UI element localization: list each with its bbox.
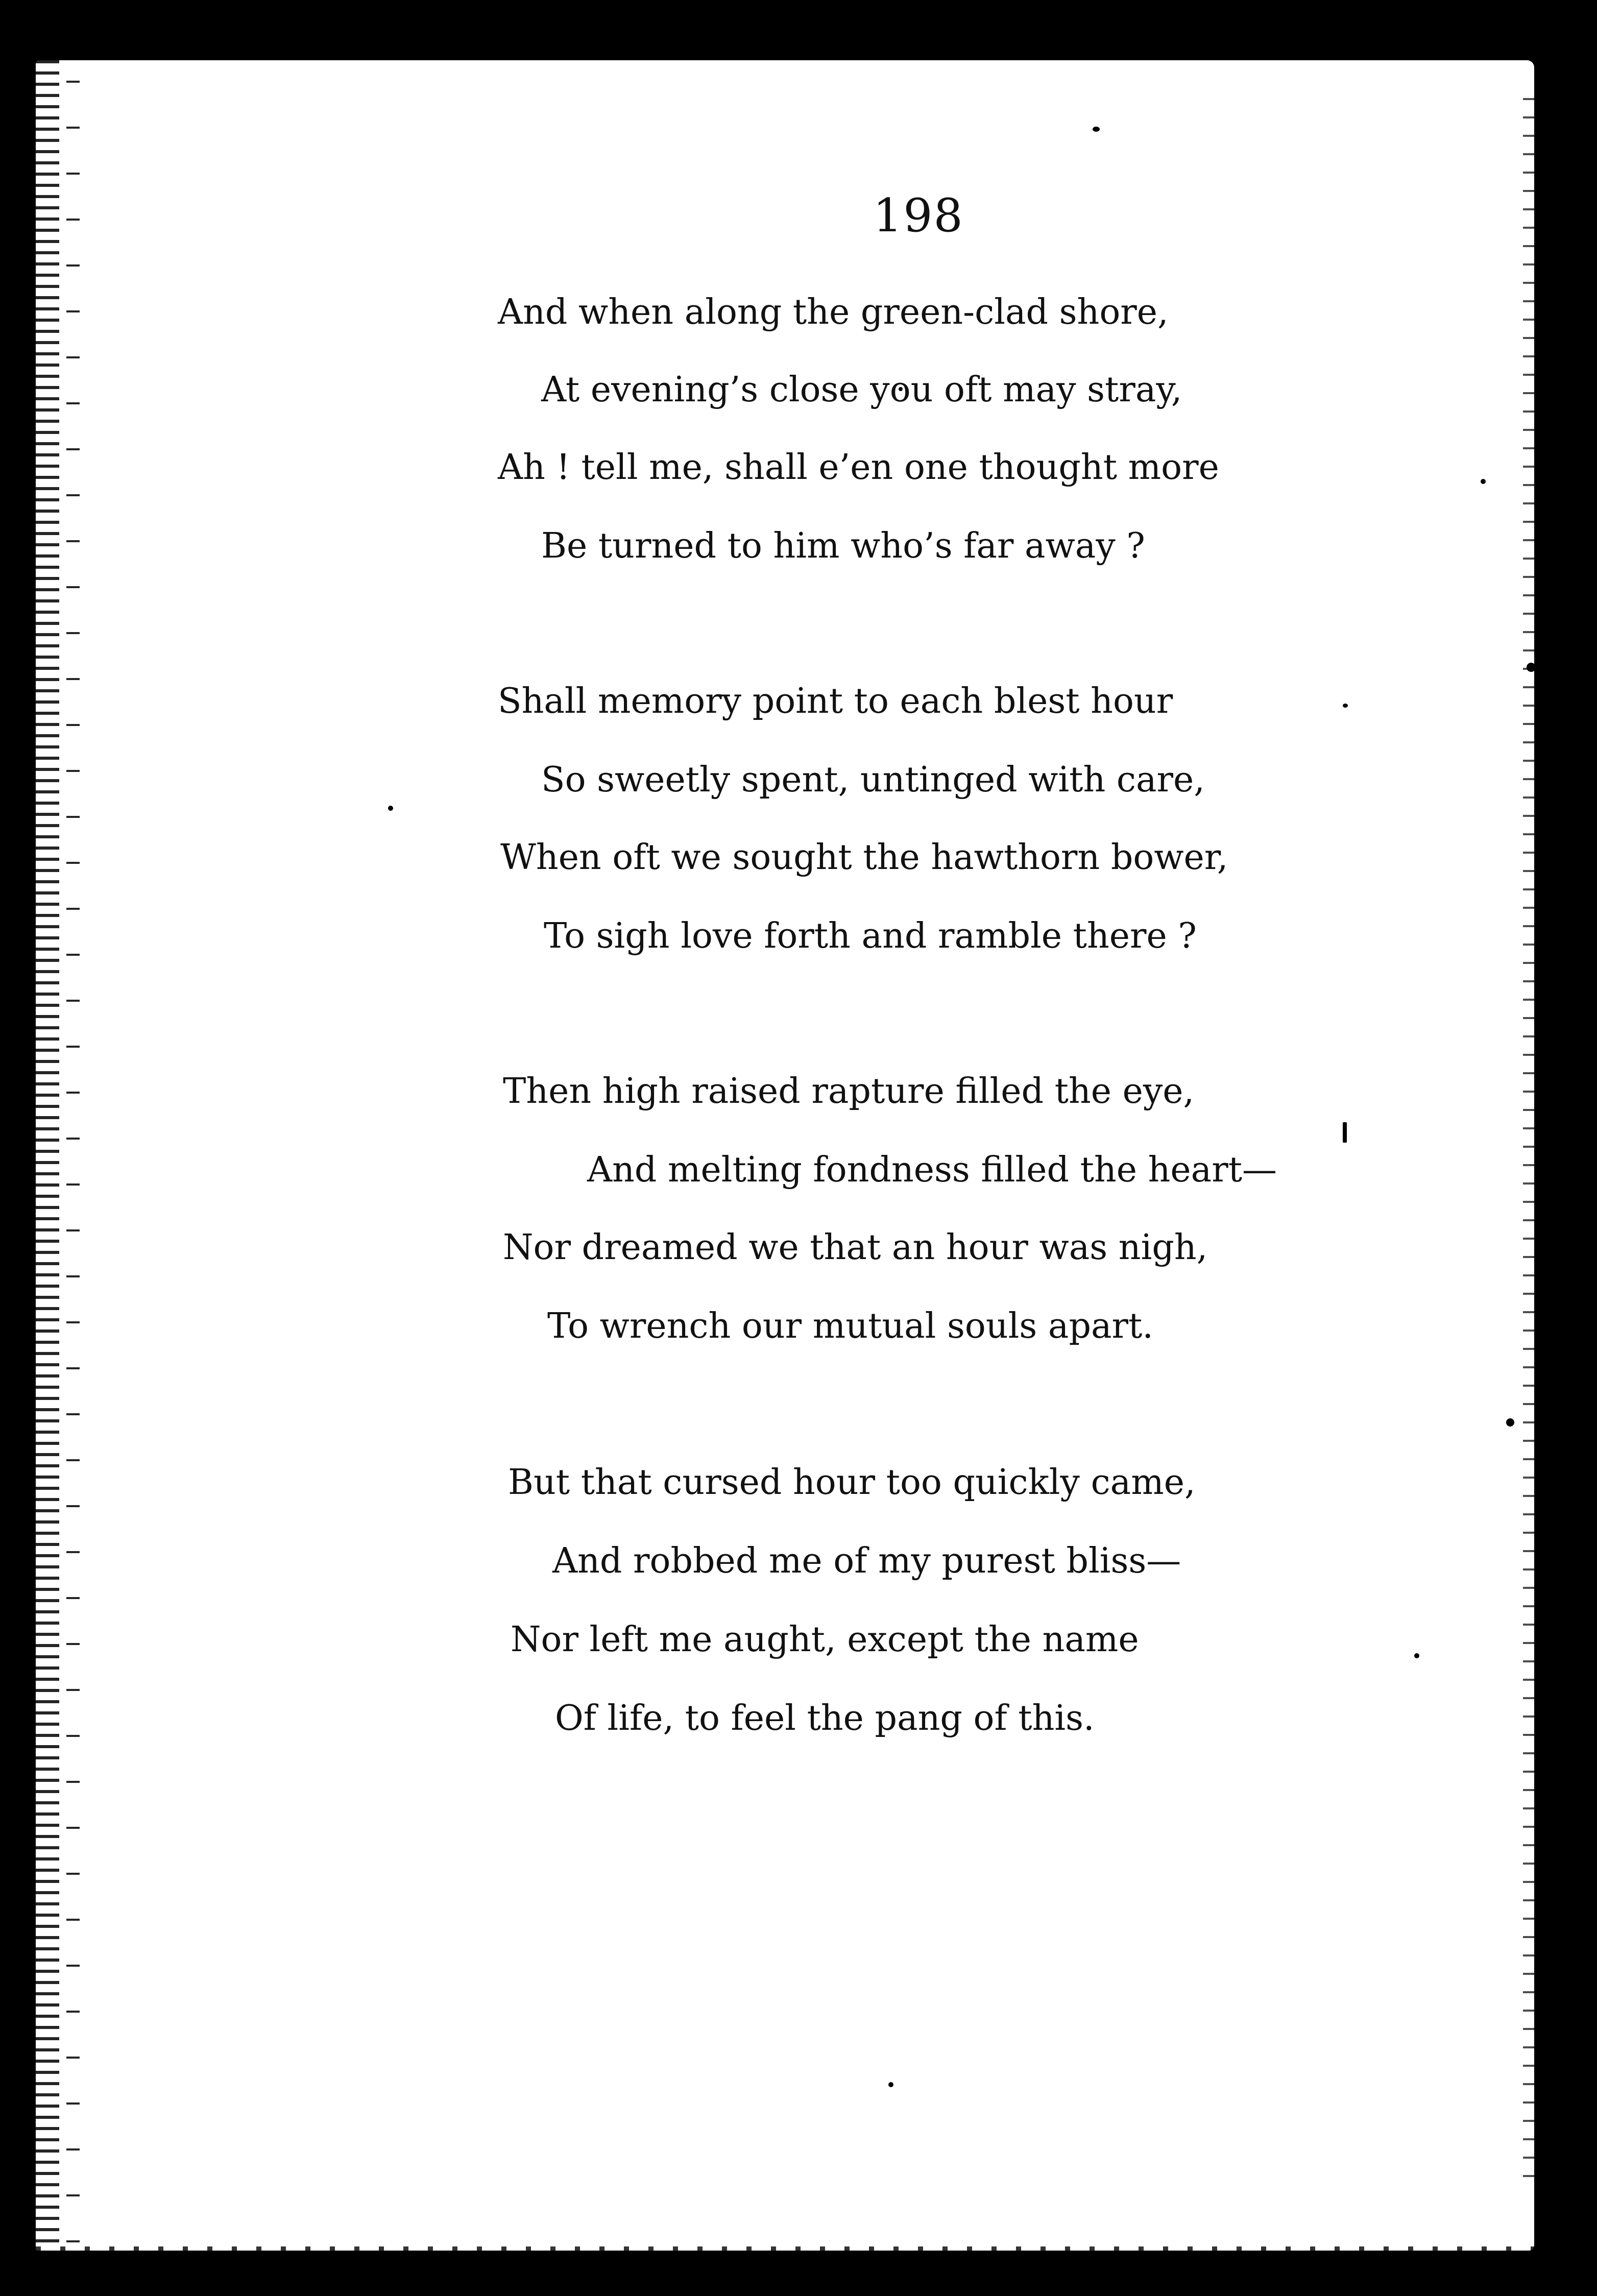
poem-line: So sweetly spent, untinged with care, bbox=[541, 760, 1205, 800]
poem-line: When oft we sought the hawthorn bower, bbox=[500, 837, 1228, 878]
page-number: 198 bbox=[873, 189, 964, 243]
page-text bbox=[36, 60, 1534, 2251]
poem-line: Nor dreamed we that an hour was nigh, bbox=[503, 1227, 1208, 1268]
poem-line: Be turned to him who’s far away ? bbox=[541, 526, 1145, 566]
poem-line: Shall memory point to each blest hour bbox=[498, 681, 1173, 721]
poem-line: But that cursed hour too quickly came, bbox=[508, 1462, 1196, 1503]
poem-line: Of life, to feel the pang of this. bbox=[555, 1698, 1095, 1738]
poem-line: Nor left me aught, except the name bbox=[511, 1620, 1139, 1660]
poem-line: Ah ! tell me, shall e’en one thought more bbox=[498, 447, 1219, 488]
poem-line: Then high raised rapture filled the eye, bbox=[503, 1071, 1195, 1111]
poem-line: To wrench our mutual souls apart. bbox=[547, 1306, 1153, 1346]
poem-line: To sigh love forth and ramble there ? bbox=[544, 916, 1197, 956]
poem-line: And when along the green-clad shore, bbox=[498, 292, 1169, 332]
poem-line: And robbed me of my purest bliss— bbox=[552, 1541, 1181, 1581]
poem-line: And melting fondness filled the heart— bbox=[587, 1150, 1277, 1190]
poem-line: At evening’s close you oft may stray, bbox=[541, 370, 1182, 410]
paper-leaf bbox=[36, 60, 1534, 2251]
